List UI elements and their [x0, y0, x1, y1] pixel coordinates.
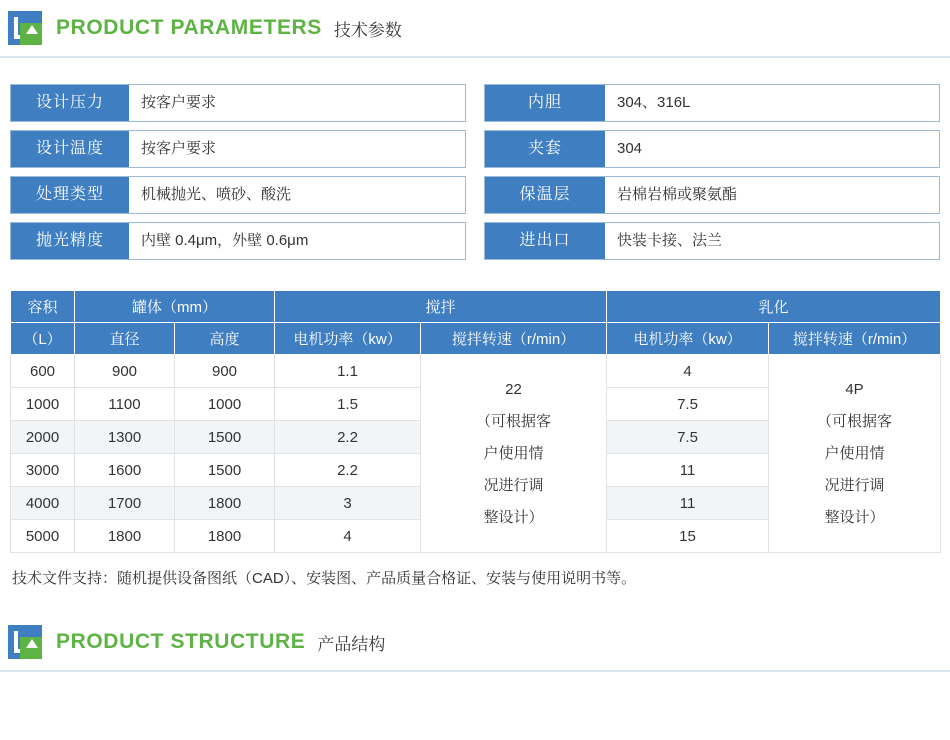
spec-value: 304: [605, 131, 939, 167]
spec-row: [484, 222, 940, 260]
table-header-row-2: [11, 323, 941, 355]
spec-row: [484, 130, 940, 168]
spec-value: 304、316L: [605, 85, 939, 121]
spec-value: 内壁 0.4μm，外壁 0.6μm: [129, 223, 465, 259]
spec-value: 快装卡接、法兰: [605, 223, 939, 259]
th-stir-speed: 搅拌转速（r/min）: [421, 323, 607, 355]
cell-stir-motor: 2.2: [275, 454, 421, 487]
section-title-en: PRODUCT STRUCTURE: [56, 630, 306, 653]
cell-emul-motor: 11: [607, 454, 769, 487]
cell-stir-motor: 2.2: [275, 421, 421, 454]
cell-volume: 1000: [11, 388, 75, 421]
cell-diameter: 1700: [75, 487, 175, 520]
spec-column-left: [10, 84, 466, 268]
spec-row: [484, 176, 940, 214]
cell-height: 900: [175, 355, 275, 388]
th-emul-speed: 搅拌转速（r/min）: [769, 323, 941, 355]
th-volume-unit: （L）: [11, 323, 75, 355]
cell-diameter: 1300: [75, 421, 175, 454]
tech-doc-note: 技术文件支持：随机提供设备图纸（CAD）、安装图、产品质量合格证、安装与使用说明书等。: [12, 570, 637, 587]
cell-stir-speed-merged: [421, 355, 607, 553]
cell-diameter: 1600: [75, 454, 175, 487]
spec-row: [10, 222, 466, 260]
spec-value: 按客户要求: [129, 85, 465, 121]
cell-emul-motor: 4: [607, 355, 769, 388]
spec-value: 机械抛光、喷砂、酸洗: [129, 177, 465, 213]
spec-key: 设计温度: [11, 131, 129, 167]
cell-emul-motor: 11: [607, 487, 769, 520]
cell-stir-motor: 1.5: [275, 388, 421, 421]
section-title-cn: 技术参数: [333, 20, 402, 40]
cell-stir-motor: 1.1: [275, 355, 421, 388]
cell-emul-speed-merged: [769, 355, 941, 553]
spec-value: 岩棉岩棉或聚氨酯: [605, 177, 939, 213]
spec-key: 设计压力: [11, 85, 129, 121]
th-emulsify: 乳化: [607, 291, 941, 323]
spec-key: 处理类型: [11, 177, 129, 213]
th-stir-motor: 电机功率（kw）: [275, 323, 421, 355]
capacity-table-wrap: [0, 290, 950, 553]
table-row: [11, 355, 941, 388]
th-stir: 搅拌: [275, 291, 607, 323]
cell-emul-motor: 15: [607, 520, 769, 553]
spec-tables: [0, 84, 950, 268]
capacity-table: [10, 290, 941, 553]
spec-row: [10, 176, 466, 214]
th-emul-motor: 电机功率（kw）: [607, 323, 769, 355]
section-title-en: PRODUCT PARAMETERS: [56, 16, 322, 39]
th-tank: 罐体（mm）: [75, 291, 275, 323]
spec-key: 进出口: [485, 223, 605, 259]
spec-key: 抛光精度: [11, 223, 129, 259]
emul-speed-lines: 4P （可根据客 户使用情 况进行调 整设计）: [817, 380, 893, 526]
section-header-product-structure: [0, 614, 950, 670]
cell-emul-motor: 7.5: [607, 421, 769, 454]
spec-column-right: [484, 84, 940, 268]
section-header-product-parameters: [0, 0, 950, 56]
cell-volume: 5000: [11, 520, 75, 553]
spec-row: [484, 84, 940, 122]
spec-key: 内胆: [485, 85, 605, 121]
cell-volume: 600: [11, 355, 75, 388]
cell-volume: 3000: [11, 454, 75, 487]
logo-icon: [8, 625, 42, 659]
th-diameter: 直径: [75, 323, 175, 355]
cell-height: 1000: [175, 388, 275, 421]
spec-row: [10, 84, 466, 122]
stir-speed-lines: 22 （可根据客 户使用情 况进行调 整设计）: [476, 380, 552, 526]
spec-key: 保温层: [485, 177, 605, 213]
section-title-cn: 产品结构: [317, 634, 386, 654]
cell-emul-motor: 7.5: [607, 388, 769, 421]
spec-value: 按客户要求: [129, 131, 465, 167]
cell-diameter: 1100: [75, 388, 175, 421]
cell-diameter: 1800: [75, 520, 175, 553]
th-height: 高度: [175, 323, 275, 355]
cell-diameter: 900: [75, 355, 175, 388]
cell-height: 1800: [175, 520, 275, 553]
cell-height: 1500: [175, 421, 275, 454]
th-volume: 容积: [11, 291, 75, 323]
logo-icon: [8, 11, 42, 45]
cell-height: 1500: [175, 454, 275, 487]
header-divider: [0, 56, 950, 58]
header-divider: [0, 670, 950, 672]
cell-volume: 2000: [11, 421, 75, 454]
cell-stir-motor: 4: [275, 520, 421, 553]
spec-key: 夹套: [485, 131, 605, 167]
cell-stir-motor: 3: [275, 487, 421, 520]
cell-height: 1800: [175, 487, 275, 520]
spec-row: [10, 130, 466, 168]
cell-volume: 4000: [11, 487, 75, 520]
table-header-row-1: [11, 291, 941, 323]
